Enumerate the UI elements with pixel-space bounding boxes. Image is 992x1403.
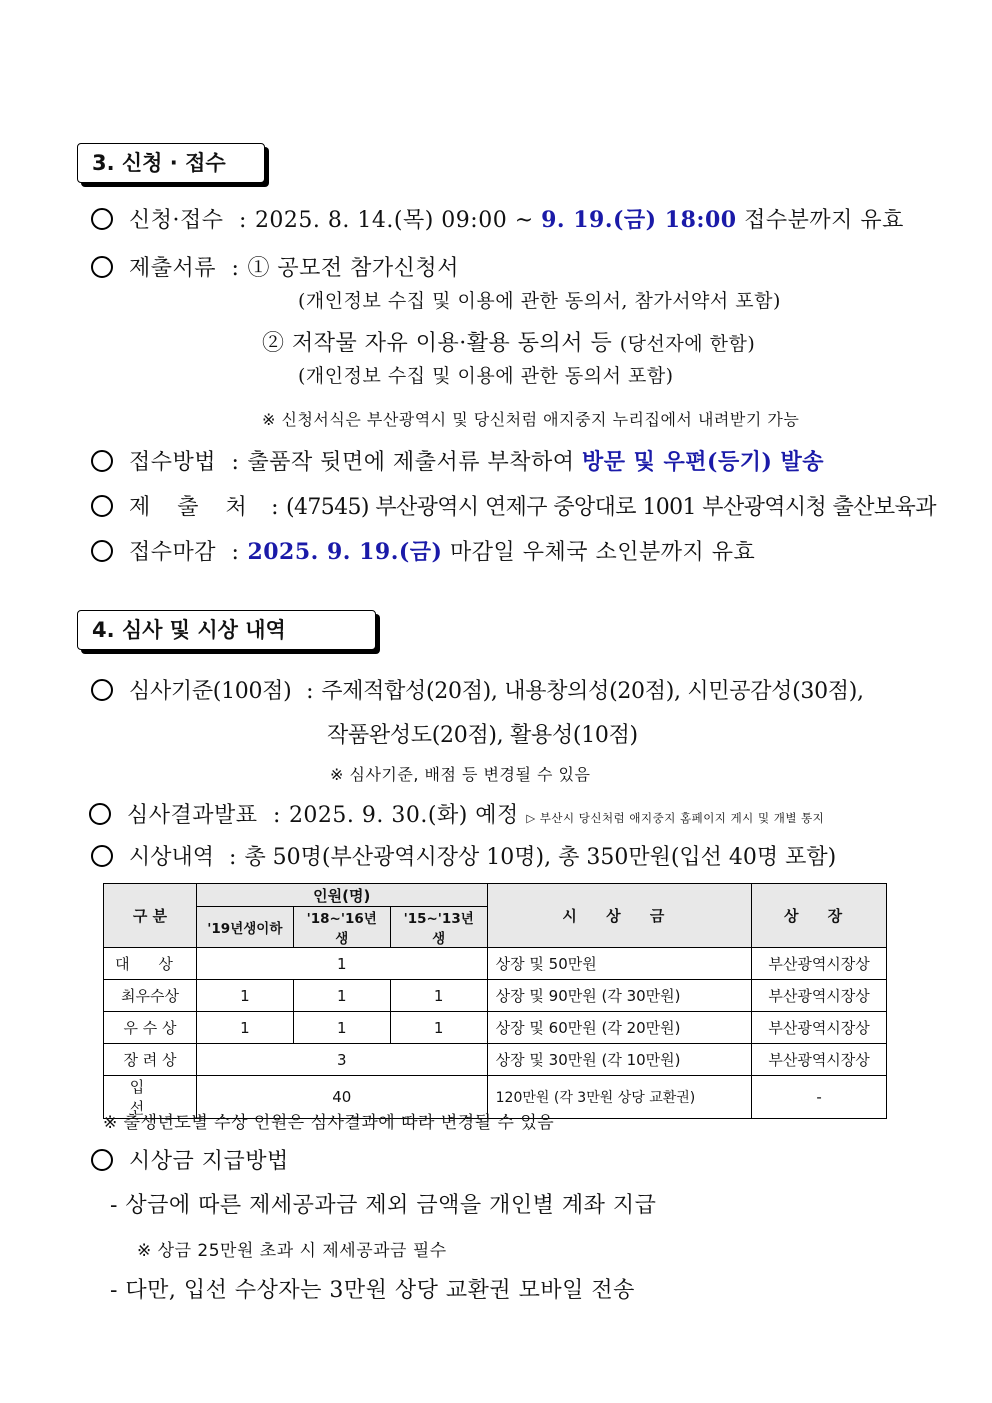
row-award: 부산광역시장상 xyxy=(752,948,887,980)
section4-title: 4. 심사 및 시상 내역 xyxy=(77,610,376,650)
row-prize: 상장 및 30만원 (각 10만원) xyxy=(487,1044,752,1076)
row-group2: 1 xyxy=(293,980,390,1012)
docs-item2: ② 저작물 자유 이용·활용 동의서 등 (당선자에 한함) xyxy=(262,331,756,356)
bullet-circle-icon xyxy=(91,495,113,517)
header-prize: 시 상 금 xyxy=(487,884,752,948)
row-prize: 120만원 (각 3만원 상당 교환권) xyxy=(487,1076,752,1119)
docs-note: ※ 신청서식은 부산광역시 및 당신처럼 애지중지 누리집에서 내려받기 가능 xyxy=(262,410,800,429)
row-category: 대 상 xyxy=(104,948,197,980)
table-row xyxy=(104,1012,887,1044)
row-group3: 1 xyxy=(390,980,487,1012)
payment-item1: - 상금에 따른 제세공과금 제외 금액을 개인별 계좌 지급 xyxy=(110,1193,657,1218)
table-row xyxy=(104,980,887,1012)
row-category: 장 려 상 xyxy=(104,1044,197,1076)
row-prize: 상장 및 50만원 xyxy=(487,948,752,980)
header-group2: '18~'16년생 xyxy=(293,907,390,948)
awards-row: 시상내역 : 총 50명(부산광역시장상 10명), 총 350만원(입선 40명 포함) xyxy=(91,840,836,871)
bullet-circle-icon xyxy=(91,679,113,701)
bullet-circle-icon xyxy=(91,208,113,230)
criteria-line2: 작품완성도(20점), 활용성(10점) xyxy=(327,723,638,748)
header-award: 상 장 xyxy=(752,884,887,948)
method-row: 접수방법 : 출품작 뒷면에 제출서류 부착하여 방문 및 우편(등기) 발송 xyxy=(91,445,824,476)
row-award: 부산광역시장상 xyxy=(752,1044,887,1076)
bullet-circle-icon xyxy=(91,1149,113,1171)
header-category: 구 분 xyxy=(104,884,197,948)
row-prize: 상장 및 60만원 (각 20만원) xyxy=(487,1012,752,1044)
row-group2: 1 xyxy=(293,1012,390,1044)
criteria-row: 심사기준(100점) : 주제적합성(20점), 내용창의성(20점), 시민공감성(30점), xyxy=(91,674,864,705)
header-group3: '15~'13년생 xyxy=(390,907,487,948)
header-group1: '19년생이하 xyxy=(196,907,293,948)
row-category: 우 수 상 xyxy=(104,1012,197,1044)
apply-row: 신청·접수 : 2025. 8. 14.(목) 09:00 ~ 9. 19.(금) 18:00 접수분까지 유효 xyxy=(91,203,904,234)
row-count: 40 xyxy=(196,1076,487,1119)
row-prize: 상장 및 90만원 (각 30만원) xyxy=(487,980,752,1012)
header-people: 인원(명) xyxy=(196,884,487,907)
bullet-circle-icon xyxy=(91,540,113,562)
bullet-circle-icon xyxy=(91,450,113,472)
row-group1: 1 xyxy=(196,980,293,1012)
section3-title: 3. 신청 · 접수 xyxy=(77,143,265,183)
table-row xyxy=(104,948,887,980)
bullet-circle-icon xyxy=(89,803,111,825)
row-group1: 1 xyxy=(196,1012,293,1044)
row-category: 최우수상 xyxy=(104,980,197,1012)
bullet-circle-icon xyxy=(91,256,113,278)
row-award: - xyxy=(752,1076,887,1119)
payment-row: 시상금 지급방법 xyxy=(91,1144,289,1175)
docs-item1-sub: (개인정보 수집 및 이용에 관한 동의서, 참가서약서 포함) xyxy=(298,290,781,312)
bullet-circle-icon xyxy=(91,845,113,867)
deadline-row: 접수마감 : 2025. 9. 19.(금) 마감일 우체국 소인분까지 유효 xyxy=(91,535,755,566)
row-award: 부산광역시장상 xyxy=(752,1012,887,1044)
result-row: 심사결과발표 : 2025. 9. 30.(화) 예정 ▷ 부산시 당신처럼 애지중지 홈페이지 게시 및 개별 통지 xyxy=(89,798,824,829)
row-award: 부산광역시장상 xyxy=(752,980,887,1012)
table-note: ※ 출생년도별 수상 인원은 심사결과에 따라 변경될 수 있음 xyxy=(103,1113,555,1133)
row-count: 1 xyxy=(196,948,487,980)
docs-item2-sub: (개인정보 수집 및 이용에 관한 동의서 포함) xyxy=(298,365,674,387)
payment-item2: - 다만, 입선 수상자는 3만원 상당 교환권 모바일 전송 xyxy=(110,1278,635,1303)
payment-item1-note: ※ 상금 25만원 초과 시 제세공과금 필수 xyxy=(137,1241,447,1261)
row-category: 입 선 xyxy=(104,1076,197,1119)
prize-table xyxy=(103,883,887,1119)
docs-row: 제출서류 : ① 공모전 참가신청서 xyxy=(91,251,459,282)
row-count: 3 xyxy=(196,1044,487,1076)
row-group3: 1 xyxy=(390,1012,487,1044)
table-row xyxy=(104,1044,887,1076)
place-row: 제 출 처 : (47545) 부산광역시 연제구 중앙대로 1001 부산광역시청 출산보육과 xyxy=(91,490,936,521)
criteria-note: ※ 심사기준, 배점 등 변경될 수 있음 xyxy=(330,765,591,784)
